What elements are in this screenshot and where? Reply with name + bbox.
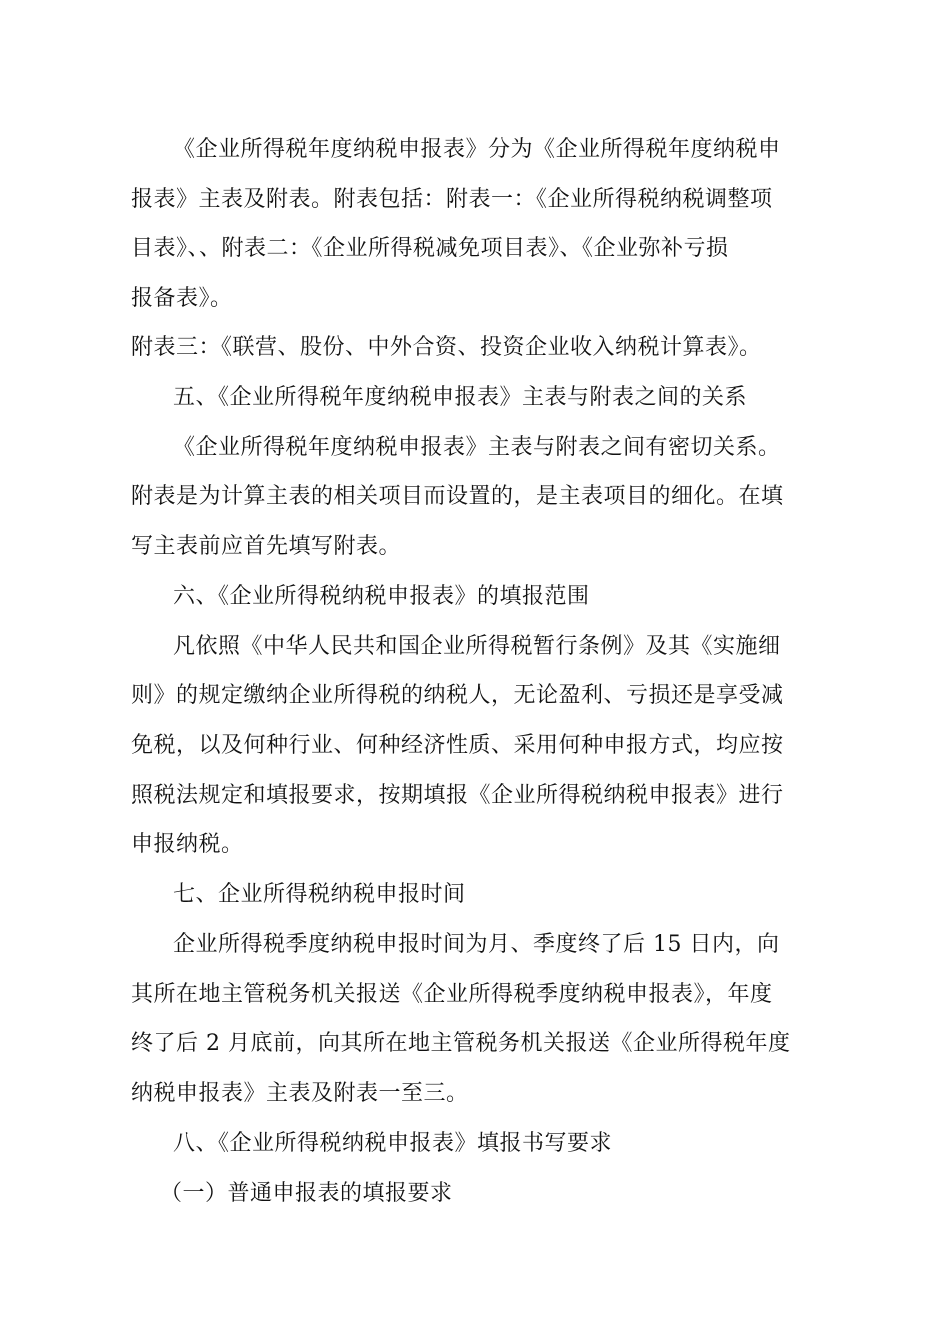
paragraph-line: 附表三：《联营、股份、中外合资、投资企业收入纳税计算表》。 <box>131 335 762 360</box>
paragraph-line: 申报纳税。 <box>131 832 244 857</box>
paragraph-line: 其所在地主管税务机关报送《企业所得税季度纳税申报表》，年度 <box>131 982 773 1007</box>
paragraph-line: 则》的规定缴纳企业所得税的纳税人，无论盈利、亏损还是享受减 <box>131 683 784 708</box>
section-heading: 六、《企业所得税纳税申报表》的填报范围 <box>173 584 590 609</box>
paragraph-line: 免税，以及何种行业、何种经济性质、采用何种申报方式，均应按 <box>131 733 784 758</box>
paragraph-line: 目表》、、附表二：《企业所得税减免项目表》、《企业弥补亏损 <box>131 236 729 261</box>
paragraph-line: 报表》主表及附表。附表包括：附表一：《企业所得税纳税调整项 <box>131 187 773 212</box>
paragraph-line: 凡依照《中华人民共和国企业所得税暂行条例》及其《实施细 <box>173 634 781 659</box>
section-heading: 七、企业所得税纳税申报时间 <box>173 882 466 907</box>
paragraph-line: 附表是为计算主表的相关项目而设置的，是主表项目的细化。在填 <box>131 484 784 509</box>
paragraph-line: 《企业所得税年度纳税申报表》主表与附表之间有密切关系。 <box>173 435 781 460</box>
paragraph-line: 企业所得税季度纳税申报时间为月、季度终了后 15 日内，向 <box>173 932 780 957</box>
section-heading: 五、《企业所得税年度纳税申报表》主表与附表之间的关系 <box>173 385 748 410</box>
paragraph-line: 终了后 2 月底前，向其所在地主管税务机关报送《企业所得税年度 <box>131 1031 791 1056</box>
paragraph-line: 报备表》。 <box>131 286 233 311</box>
paragraph-line: 写主表前应首先填写附表。 <box>131 534 402 559</box>
paragraph-line: 纳税申报表》主表及附表一至三。 <box>131 1081 469 1106</box>
paragraph-line: 《企业所得税年度纳税申报表》分为《企业所得税年度纳税申 <box>173 137 781 162</box>
section-heading: 八、《企业所得税纳税申报表》填报书写要求 <box>173 1131 613 1156</box>
subsection-heading: （一）普通申报表的填报要求 <box>160 1181 453 1206</box>
paragraph-line: 照税法规定和填报要求，按期填报《企业所得税纳税申报表》进行 <box>131 783 784 808</box>
